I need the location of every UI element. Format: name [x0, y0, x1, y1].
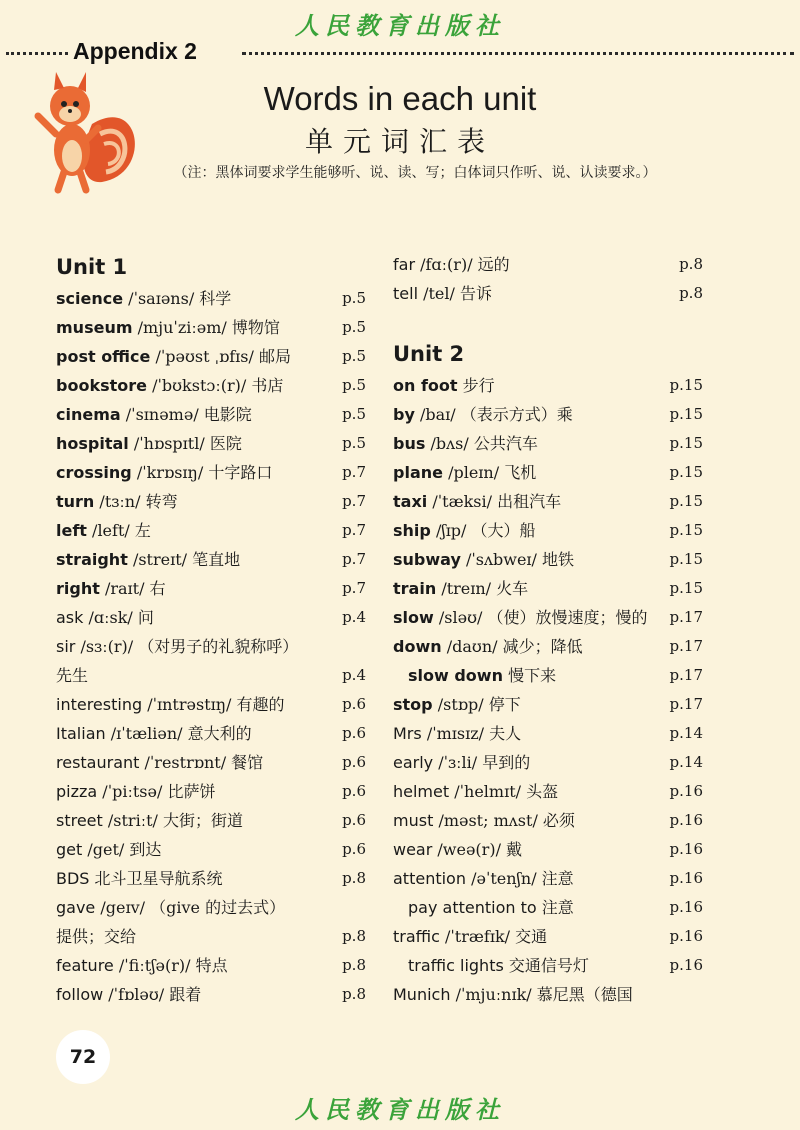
- chinese-meaning: （对男子的礼貌称呼）: [138, 637, 299, 656]
- page-ref: p.6: [342, 695, 366, 713]
- vocab-row: [56, 313, 366, 342]
- english-word: restaurant: [56, 753, 140, 772]
- chinese-meaning: 公共汽车: [473, 434, 538, 453]
- vocab-row: [393, 487, 703, 516]
- chinese-meaning: 慢下来: [508, 666, 557, 685]
- page-ref: p.16: [669, 782, 703, 800]
- english-word: science: [56, 289, 124, 308]
- english-word: gave: [56, 898, 96, 917]
- english-word: by: [393, 405, 415, 424]
- vocab-row: [393, 690, 703, 719]
- chinese-meaning: 有趣的: [236, 695, 285, 714]
- word-list-left: [56, 250, 366, 1009]
- publisher-logo-bottom: 人民教育出版社: [295, 1095, 505, 1124]
- phonetic: /ˈpəʊst ˌɒfɪs/: [155, 347, 254, 366]
- chinese-meaning: 火车: [496, 579, 529, 598]
- english-word: ship: [393, 521, 431, 540]
- english-word: tell: [393, 284, 419, 303]
- phonetic: /sɜː(r)/: [80, 637, 134, 656]
- chinese-meaning: 注意: [541, 869, 574, 888]
- page-ref: p.8: [342, 956, 366, 974]
- chinese-meaning: 交通: [515, 927, 548, 946]
- page-ref: p.15: [669, 492, 703, 510]
- dotted-divider-left: [6, 52, 68, 55]
- phonetic: /weə(r)/: [437, 840, 501, 859]
- phonetic: /ɪˈtæliən/: [110, 724, 183, 743]
- english-word: attention: [393, 869, 466, 888]
- chinese-meaning: 邮局: [258, 347, 291, 366]
- chinese-meaning: 跟着: [169, 985, 202, 1004]
- vocab-row: [56, 719, 366, 748]
- vocab-row: [393, 279, 703, 308]
- page-ref: p.6: [342, 753, 366, 771]
- page-ref: p.6: [342, 840, 366, 858]
- phonetic: /ˈɪntrəstɪŋ/: [147, 695, 232, 714]
- english-word: pizza: [56, 782, 98, 801]
- english-word: BDS: [56, 869, 90, 888]
- chinese-meaning: 特点: [195, 956, 228, 975]
- vocab-row: [56, 371, 366, 400]
- page-ref: p.16: [669, 869, 703, 887]
- page-ref: p.6: [342, 782, 366, 800]
- vocab-row: [56, 690, 366, 719]
- page-ref: p.7: [342, 492, 366, 510]
- page-ref: p.17: [669, 608, 703, 626]
- vocab-row: [56, 922, 366, 951]
- vocab-row: [56, 429, 366, 458]
- phonetic: /ˈfiːtʃə(r)/: [118, 956, 191, 975]
- page-ref: p.16: [669, 811, 703, 829]
- phonetic: /ɑːsk/: [88, 608, 133, 627]
- vocab-row: [393, 835, 703, 864]
- chinese-meaning: 右: [149, 579, 166, 598]
- page-ref: p.4: [342, 608, 366, 626]
- word-list-right: [393, 250, 703, 1009]
- page-ref: p.4: [342, 666, 366, 684]
- page-title-chinese: 单元词汇表: [304, 125, 495, 158]
- english-word: bus: [393, 434, 426, 453]
- phonetic: /raɪt/: [104, 579, 145, 598]
- chinese-meaning: 餐馆: [231, 753, 264, 772]
- phonetic: /ʃɪp/: [435, 521, 467, 540]
- english-word: plane: [393, 463, 443, 482]
- chinese-meaning: 戴: [506, 840, 523, 859]
- chinese-meaning: 交通信号灯: [508, 956, 589, 975]
- phonetic: /left/: [92, 521, 130, 540]
- english-word: crossing: [56, 463, 132, 482]
- page-ref: p.8: [342, 927, 366, 945]
- page-number: 72: [56, 1030, 110, 1084]
- english-word: bookstore: [56, 376, 147, 395]
- page-ref: p.5: [342, 405, 366, 423]
- chinese-meaning: 科学: [199, 289, 232, 308]
- english-word: pay attention to: [408, 898, 537, 917]
- vocab-row: [393, 980, 703, 1009]
- chinese-meaning: 先生: [56, 666, 89, 685]
- phonetic: /ˈtæksi/: [432, 492, 493, 511]
- chinese-meaning: 转弯: [145, 492, 178, 511]
- page-ref: p.15: [669, 550, 703, 568]
- page-ref: p.16: [669, 840, 703, 858]
- page-ref: p.16: [669, 956, 703, 974]
- english-word: street: [56, 811, 103, 830]
- english-word: museum: [56, 318, 133, 337]
- english-word: subway: [393, 550, 461, 569]
- chinese-meaning: 问: [137, 608, 154, 627]
- english-word: slow down: [408, 666, 503, 685]
- page-ref: p.7: [342, 521, 366, 539]
- english-word: post office: [56, 347, 151, 366]
- vocab-row: [56, 864, 366, 893]
- page-ref: p.8: [679, 255, 703, 273]
- chinese-meaning: 减少；降低: [502, 637, 583, 656]
- english-word: ask: [56, 608, 84, 627]
- english-word: turn: [56, 492, 95, 511]
- english-word: Munich: [393, 985, 451, 1004]
- phonetic: /əˈtenʃn/: [471, 869, 537, 888]
- vocab-row: [393, 806, 703, 835]
- page-ref: p.16: [669, 927, 703, 945]
- phonetic: /mjuˈziːəm/: [137, 318, 227, 337]
- unit-heading: Unit 1: [56, 255, 128, 279]
- vocab-row: [393, 951, 703, 980]
- vocab-row: [56, 951, 366, 980]
- english-word: straight: [56, 550, 128, 569]
- page-title: Words in each unit: [263, 80, 537, 117]
- chinese-meaning: 十字路口: [208, 463, 273, 482]
- vocab-row: [393, 250, 703, 279]
- chinese-meaning: 提供；交给: [56, 927, 137, 946]
- chinese-meaning: 大街；街道: [163, 811, 244, 830]
- phonetic: /streɪt/: [132, 550, 188, 569]
- vocab-row: [56, 806, 366, 835]
- page-ref: p.16: [669, 898, 703, 916]
- phonetic: /ˈhɒspɪtl/: [133, 434, 205, 453]
- chinese-meaning: 飞机: [504, 463, 537, 482]
- chinese-meaning: 步行: [462, 376, 495, 395]
- chinese-meaning: 夫人: [489, 724, 522, 743]
- note-text: （注：黑体词要求学生能够听、说、读、写；白体词只作听、说、认读要求。）: [173, 165, 657, 181]
- chinese-meaning: 医院: [209, 434, 242, 453]
- english-word: slow: [393, 608, 434, 627]
- vocab-row: [393, 603, 703, 632]
- phonetic: /treɪn/: [441, 579, 492, 598]
- vocab-row: [56, 632, 366, 661]
- page-ref: p.17: [669, 666, 703, 684]
- chinese-meaning: （give 的过去式）: [150, 898, 286, 917]
- chinese-meaning: 远的: [477, 255, 510, 274]
- vocab-row: [393, 632, 703, 661]
- vocab-row: [393, 516, 703, 545]
- vocab-row: [393, 893, 703, 922]
- page-ref: p.14: [669, 753, 703, 771]
- english-word: down: [393, 637, 442, 656]
- english-word: traffic lights: [408, 956, 504, 975]
- page-ref: p.8: [679, 284, 703, 302]
- chinese-meaning: 博物馆: [231, 318, 280, 337]
- chinese-meaning: （表示方式）乘: [460, 405, 573, 424]
- chinese-meaning: （大）船: [471, 521, 536, 540]
- chinese-meaning: 笔直地: [192, 550, 241, 569]
- phonetic: /ˈfɒləʊ/: [108, 985, 165, 1004]
- vocab-row: [56, 400, 366, 429]
- phonetic: /ˈsaɪəns/: [128, 289, 195, 308]
- chinese-meaning: 意大利的: [187, 724, 252, 743]
- page-ref: p.15: [669, 521, 703, 539]
- vocab-row: [56, 835, 366, 864]
- vocab-row: [393, 545, 703, 574]
- vocab-row: [393, 429, 703, 458]
- phonetic: /ˈkrɒsɪŋ/: [136, 463, 204, 482]
- page-ref: p.5: [342, 318, 366, 336]
- vocab-row: [56, 487, 366, 516]
- english-word: stop: [393, 695, 433, 714]
- chinese-meaning: 北斗卫星导航系统: [94, 869, 223, 888]
- page-ref: p.5: [342, 347, 366, 365]
- vocab-row: [56, 574, 366, 603]
- english-word: follow: [56, 985, 104, 1004]
- chinese-meaning: 地铁: [542, 550, 575, 569]
- phonetic: /ˈbʊkstɔː(r)/: [152, 376, 247, 395]
- vocab-row: [393, 458, 703, 487]
- vocab-row: [56, 342, 366, 371]
- publisher-logo-top: 人民教育出版社: [295, 11, 505, 40]
- chinese-meaning: 早到的: [482, 753, 531, 772]
- page-ref: p.6: [342, 811, 366, 829]
- page-ref: p.17: [669, 637, 703, 655]
- english-word: must: [393, 811, 434, 830]
- vocab-row: [56, 661, 366, 690]
- vocab-row: [56, 777, 366, 806]
- vocab-row: [56, 284, 366, 313]
- chinese-meaning: 比萨饼: [167, 782, 216, 801]
- vocab-row: [56, 458, 366, 487]
- phonetic: /ˈmɪsɪz/: [426, 724, 485, 743]
- phonetic: /məst; mʌst/: [438, 811, 538, 830]
- chinese-meaning: 必须: [542, 811, 575, 830]
- page-ref: p.14: [669, 724, 703, 742]
- phonetic: /ˈpiːtsə/: [102, 782, 163, 801]
- vocab-row: [393, 400, 703, 429]
- vocab-row: [393, 719, 703, 748]
- english-word: get: [56, 840, 83, 859]
- page-ref: p.15: [669, 405, 703, 423]
- phonetic: /ˈtræfɪk/: [445, 927, 511, 946]
- phonetic: /geɪv/: [100, 898, 146, 917]
- phonetic: /sləʊ/: [438, 608, 483, 627]
- vocab-row: [56, 980, 366, 1009]
- page-ref: p.7: [342, 463, 366, 481]
- chinese-meaning: 出租汽车: [497, 492, 562, 511]
- english-word: cinema: [56, 405, 121, 424]
- page-ref: p.15: [669, 463, 703, 481]
- english-word: helmet: [393, 782, 450, 801]
- phonetic: /bʌs/: [430, 434, 469, 453]
- vocab-row: [393, 661, 703, 690]
- page-ref: p.15: [669, 434, 703, 452]
- chinese-meaning: 注意: [541, 898, 574, 917]
- vocab-row: [393, 864, 703, 893]
- phonetic: /daʊn/: [446, 637, 498, 656]
- phonetic: /tel/: [423, 284, 455, 303]
- vocab-row: [56, 545, 366, 574]
- unit-heading: Unit 2: [393, 342, 465, 366]
- vocab-row: [393, 371, 703, 400]
- vocab-row: [393, 777, 703, 806]
- english-word: left: [56, 521, 87, 540]
- spacer: [393, 308, 703, 337]
- english-word: interesting: [56, 695, 143, 714]
- phonetic: /ˈsɪnəmə/: [125, 405, 199, 424]
- english-word: right: [56, 579, 100, 598]
- chinese-meaning: 到达: [129, 840, 162, 859]
- vocab-row: [393, 574, 703, 603]
- page-ref: p.17: [669, 695, 703, 713]
- chinese-meaning: （使）放慢速度；慢的: [487, 608, 648, 627]
- phonetic: /fɑː(r)/: [420, 255, 473, 274]
- page-ref: p.5: [342, 289, 366, 307]
- phonetic: /ˈsʌbweɪ/: [465, 550, 537, 569]
- english-word: Mrs: [393, 724, 422, 743]
- chinese-meaning: 告诉: [460, 284, 493, 303]
- page-ref: p.15: [669, 579, 703, 597]
- english-word: far: [393, 255, 416, 274]
- phonetic: /striːt/: [107, 811, 158, 830]
- phonetic: /baɪ/: [419, 405, 456, 424]
- english-word: traffic: [393, 927, 440, 946]
- page-ref: p.6: [342, 724, 366, 742]
- vocab-row: [56, 516, 366, 545]
- page-ref: p.7: [342, 550, 366, 568]
- phonetic: /get/: [87, 840, 125, 859]
- english-word: on foot: [393, 376, 458, 395]
- page-ref: p.5: [342, 376, 366, 394]
- vocab-row: [393, 922, 703, 951]
- english-word: taxi: [393, 492, 428, 511]
- page-ref: p.5: [342, 434, 366, 452]
- chinese-meaning: 停下: [488, 695, 521, 714]
- page-ref: p.15: [669, 376, 703, 394]
- phonetic: /pleɪn/: [448, 463, 500, 482]
- phonetic: /tɜːn/: [99, 492, 141, 511]
- english-word: sir: [56, 637, 76, 656]
- phonetic: /ˈhelmɪt/: [454, 782, 522, 801]
- english-word: hospital: [56, 434, 129, 453]
- appendix-title: Appendix 2: [73, 38, 197, 64]
- phonetic: /ˈrestrɒnt/: [144, 753, 227, 772]
- vocab-row: [56, 603, 366, 632]
- chinese-meaning: 电影院: [203, 405, 252, 424]
- chinese-meaning: 头盔: [526, 782, 559, 801]
- english-word: early: [393, 753, 434, 772]
- page-ref: p.8: [342, 985, 366, 1003]
- vocab-row: [393, 748, 703, 777]
- chinese-meaning: 左: [134, 521, 151, 540]
- vocab-row: [56, 748, 366, 777]
- chinese-meaning: 慕尼黑（德国: [536, 985, 633, 1004]
- english-word: Italian: [56, 724, 106, 743]
- dotted-divider-right: [242, 52, 794, 55]
- english-word: feature: [56, 956, 114, 975]
- phonetic: /ˈmjuːnɪk/: [455, 985, 532, 1004]
- english-word: wear: [393, 840, 433, 859]
- english-word: train: [393, 579, 437, 598]
- page-ref: p.7: [342, 579, 366, 597]
- phonetic: /ˈɜːli/: [438, 753, 478, 772]
- page-ref: p.8: [342, 869, 366, 887]
- vocab-row: [56, 893, 366, 922]
- chinese-meaning: 书店: [251, 376, 284, 395]
- phonetic: /stɒp/: [437, 695, 484, 714]
